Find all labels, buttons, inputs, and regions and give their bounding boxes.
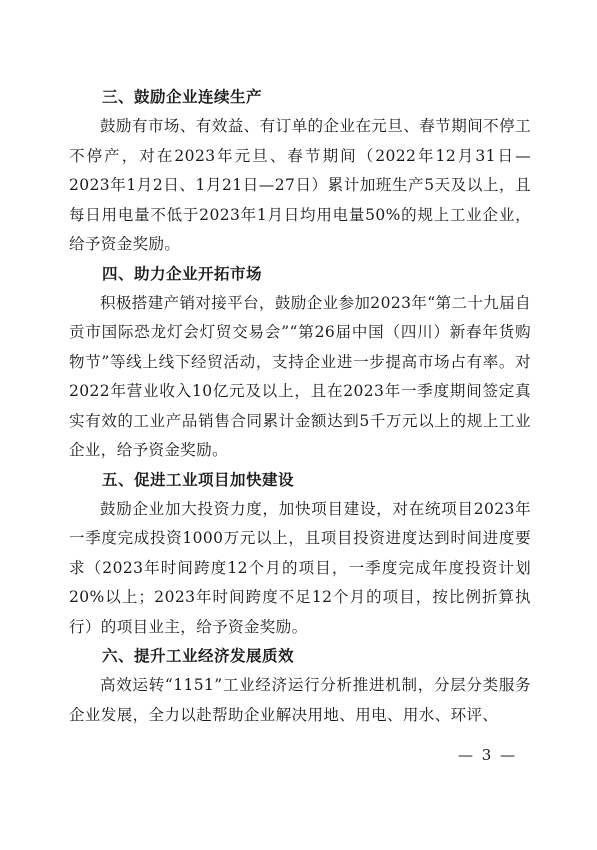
section-heading-5: 五、促进工业项目加快建设 [102,470,295,489]
section-heading-4: 四、助力企业开拓市场 [102,264,263,283]
section-paragraph-3: 鼓励有市场、有效益、有订单的企业在元旦、春节期间不停工不停产，对在2023年元旦、春节期间（2022年12月31日—2023年1月2日、1月21日—27日）累计加班生产5天及以上，且每日用电量不低于2023年1月日均用电量50%的规上工业企业，给予资金奖励。 [69,117,531,253]
section-heading-6: 六、提升工业经济发展质效 [102,647,295,665]
section-paragraph-4: 积极搭建产销对接平台，鼓励企业参加2023年“第二十九届自贡市国际恐龙灯会灯贸交易会”“第26届中国（四川）新春年货购物节”等线上线下经贸活动，支持企业进一步提高市场占有率。对2022年营业收入10亿元及以上，且在2023年一季度期间签定真实有效的工业产品销售合同累计金额达到5千万元以上的规上工业企业，给予资金奖励。 [69,293,531,459]
section-paragraph-6: 高效运转“1151”工业经济运行分析推进机制，分层分类服务企业发展，全力以赴帮助企业解决用地、用电、用水、环评、 [69,676,531,724]
document-body [69,83,531,730]
page-number: — 3 — [458,746,518,764]
section-paragraph-5: 鼓励企业加大投资力度，加快项目建设，对在统项目2023年一季度完成投资1000万元以上，且项目投资进度达到时间进度要求（2023年时间跨度12个月的项目，一季度完成年度投资计划20%以上；2023年时间跨度不足12个月的项目，按比例折算执行）的项目业主，给予资金奖励。 [69,499,531,636]
section-heading-3: 三、鼓励企业连续生产 [102,88,263,106]
